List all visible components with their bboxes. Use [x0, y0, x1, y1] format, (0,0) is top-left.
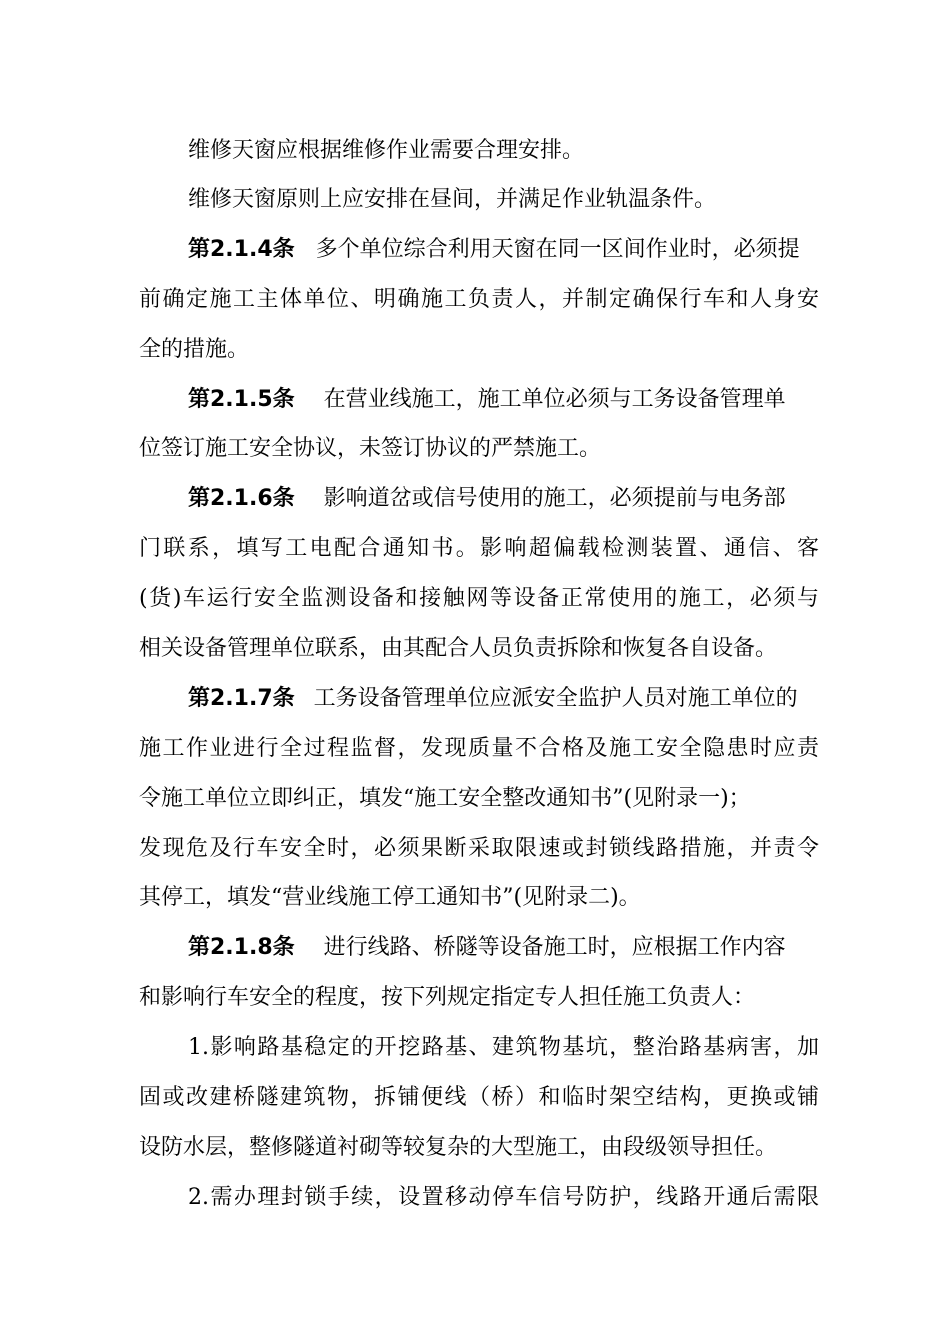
paragraph-text: 前确定施工主体单位、明确施工负责人，并制定确保行车和人身安 [139, 287, 819, 312]
article-text: 影响道岔或信号使用的施工，必须提前与电务部 [323, 486, 786, 511]
article-text: 在营业线施工，施工单位必须与工务设备管理单 [323, 387, 786, 412]
paragraph-line [188, 136, 868, 166]
paragraph-text: 发现危及行车安全时，必须果断采取限速或封锁线路措施，并责令 [139, 836, 819, 861]
article-2-1-5-line-1 [188, 385, 868, 415]
paragraph-text: 维修天窗原则上应安排在昼间，并满足作业轨温条件。 [188, 187, 717, 212]
list-item-2-line-1 [188, 1183, 819, 1213]
article-2-1-7-line-3 [139, 784, 819, 814]
paragraph-text: 停工通知书”(见附录二)。 [392, 885, 641, 910]
article-number: 第2.1.6条 [188, 486, 295, 511]
list-item-1-line-1 [188, 1033, 819, 1063]
article-2-1-7-line-1 [188, 684, 868, 714]
paragraph-text: 其停工，填发“ [139, 885, 283, 910]
article-text: 进行线路、桥隧等设备施工时，应根据工作内容 [323, 935, 786, 960]
article-number: 第2.1.8条 [188, 935, 295, 960]
paragraph-text: 门联系，填写工电配合通知书。影响超偏载检测装置、通信、客 [139, 536, 819, 561]
paragraph-text: 和影响行车安全的程度，按下列规定指定专人担任施工负责人： [139, 985, 756, 1010]
article-2-1-4-line-2 [139, 285, 819, 315]
article-2-1-6-line-3 [139, 584, 819, 614]
article-text: 多个单位综合利用天窗在同一区间作业时，必须提 [315, 237, 800, 262]
list-item-1-line-3 [139, 1133, 819, 1163]
article-number: 第2.1.7条 [188, 686, 295, 711]
paragraph-text: 相关设备管理单位联系，由其配合人员负责拆除和恢复各自设备。 [139, 636, 778, 661]
paragraph-text: 位签订施工安全协议，未签订协议的严禁施工。 [139, 436, 602, 461]
paragraph-text: 维修天窗应根据维修作业需要合理安排。 [188, 138, 585, 163]
article-2-1-4-line-3 [139, 335, 819, 365]
article-2-1-4-line-1 [188, 235, 868, 265]
article-number: 第2.1.5条 [188, 387, 295, 412]
article-text: 工务设备管理单位应派安全监护人员对施工单位的 [313, 686, 798, 711]
paragraph-text: 全的措施。 [139, 337, 250, 362]
list-item-1-line-2 [139, 1083, 819, 1113]
paragraph-line [188, 185, 868, 215]
article-2-1-6-line-4 [139, 634, 819, 664]
article-2-1-7-line-4 [139, 834, 819, 864]
article-2-1-8-line-1 [188, 933, 868, 963]
list-item-text: 1.影响路基稳定的开挖路基、建筑物基坑，整治路基病害，加 [188, 1035, 819, 1060]
article-2-1-6-line-1 [188, 484, 868, 514]
list-item-text: 2.需办理封锁手续，设置移动停车信号防护，线路开通后需限 [188, 1185, 819, 1210]
list-item-text: 设防水层，整修隧道衬砌等较复杂的大型施工，由段级领导担任。 [139, 1135, 778, 1160]
highlighted-text: 营业线施工 [282, 885, 393, 910]
paragraph-text: 施工作业进行全过程监督，发现质量不合格及施工安全隐患时应责 [139, 736, 819, 761]
article-2-1-6-line-2 [139, 534, 819, 564]
article-2-1-7-line-5 [139, 883, 819, 913]
article-2-1-5-line-2 [139, 434, 819, 464]
article-2-1-7-line-2 [139, 734, 819, 764]
article-2-1-8-line-2 [139, 983, 819, 1013]
article-number: 第2.1.4条 [188, 237, 295, 262]
paragraph-text: (货)车运行安全监测设备和接触网等设备正常使用的施工，必须与 [139, 586, 819, 611]
list-item-text: 固或改建桥隧建筑物，拆铺便线（桥）和临时架空结构，更换或铺 [139, 1085, 819, 1110]
paragraph-text: 令施工单位立即纠正，填发“施工安全整改通知书”(见附录一)； [139, 786, 751, 811]
